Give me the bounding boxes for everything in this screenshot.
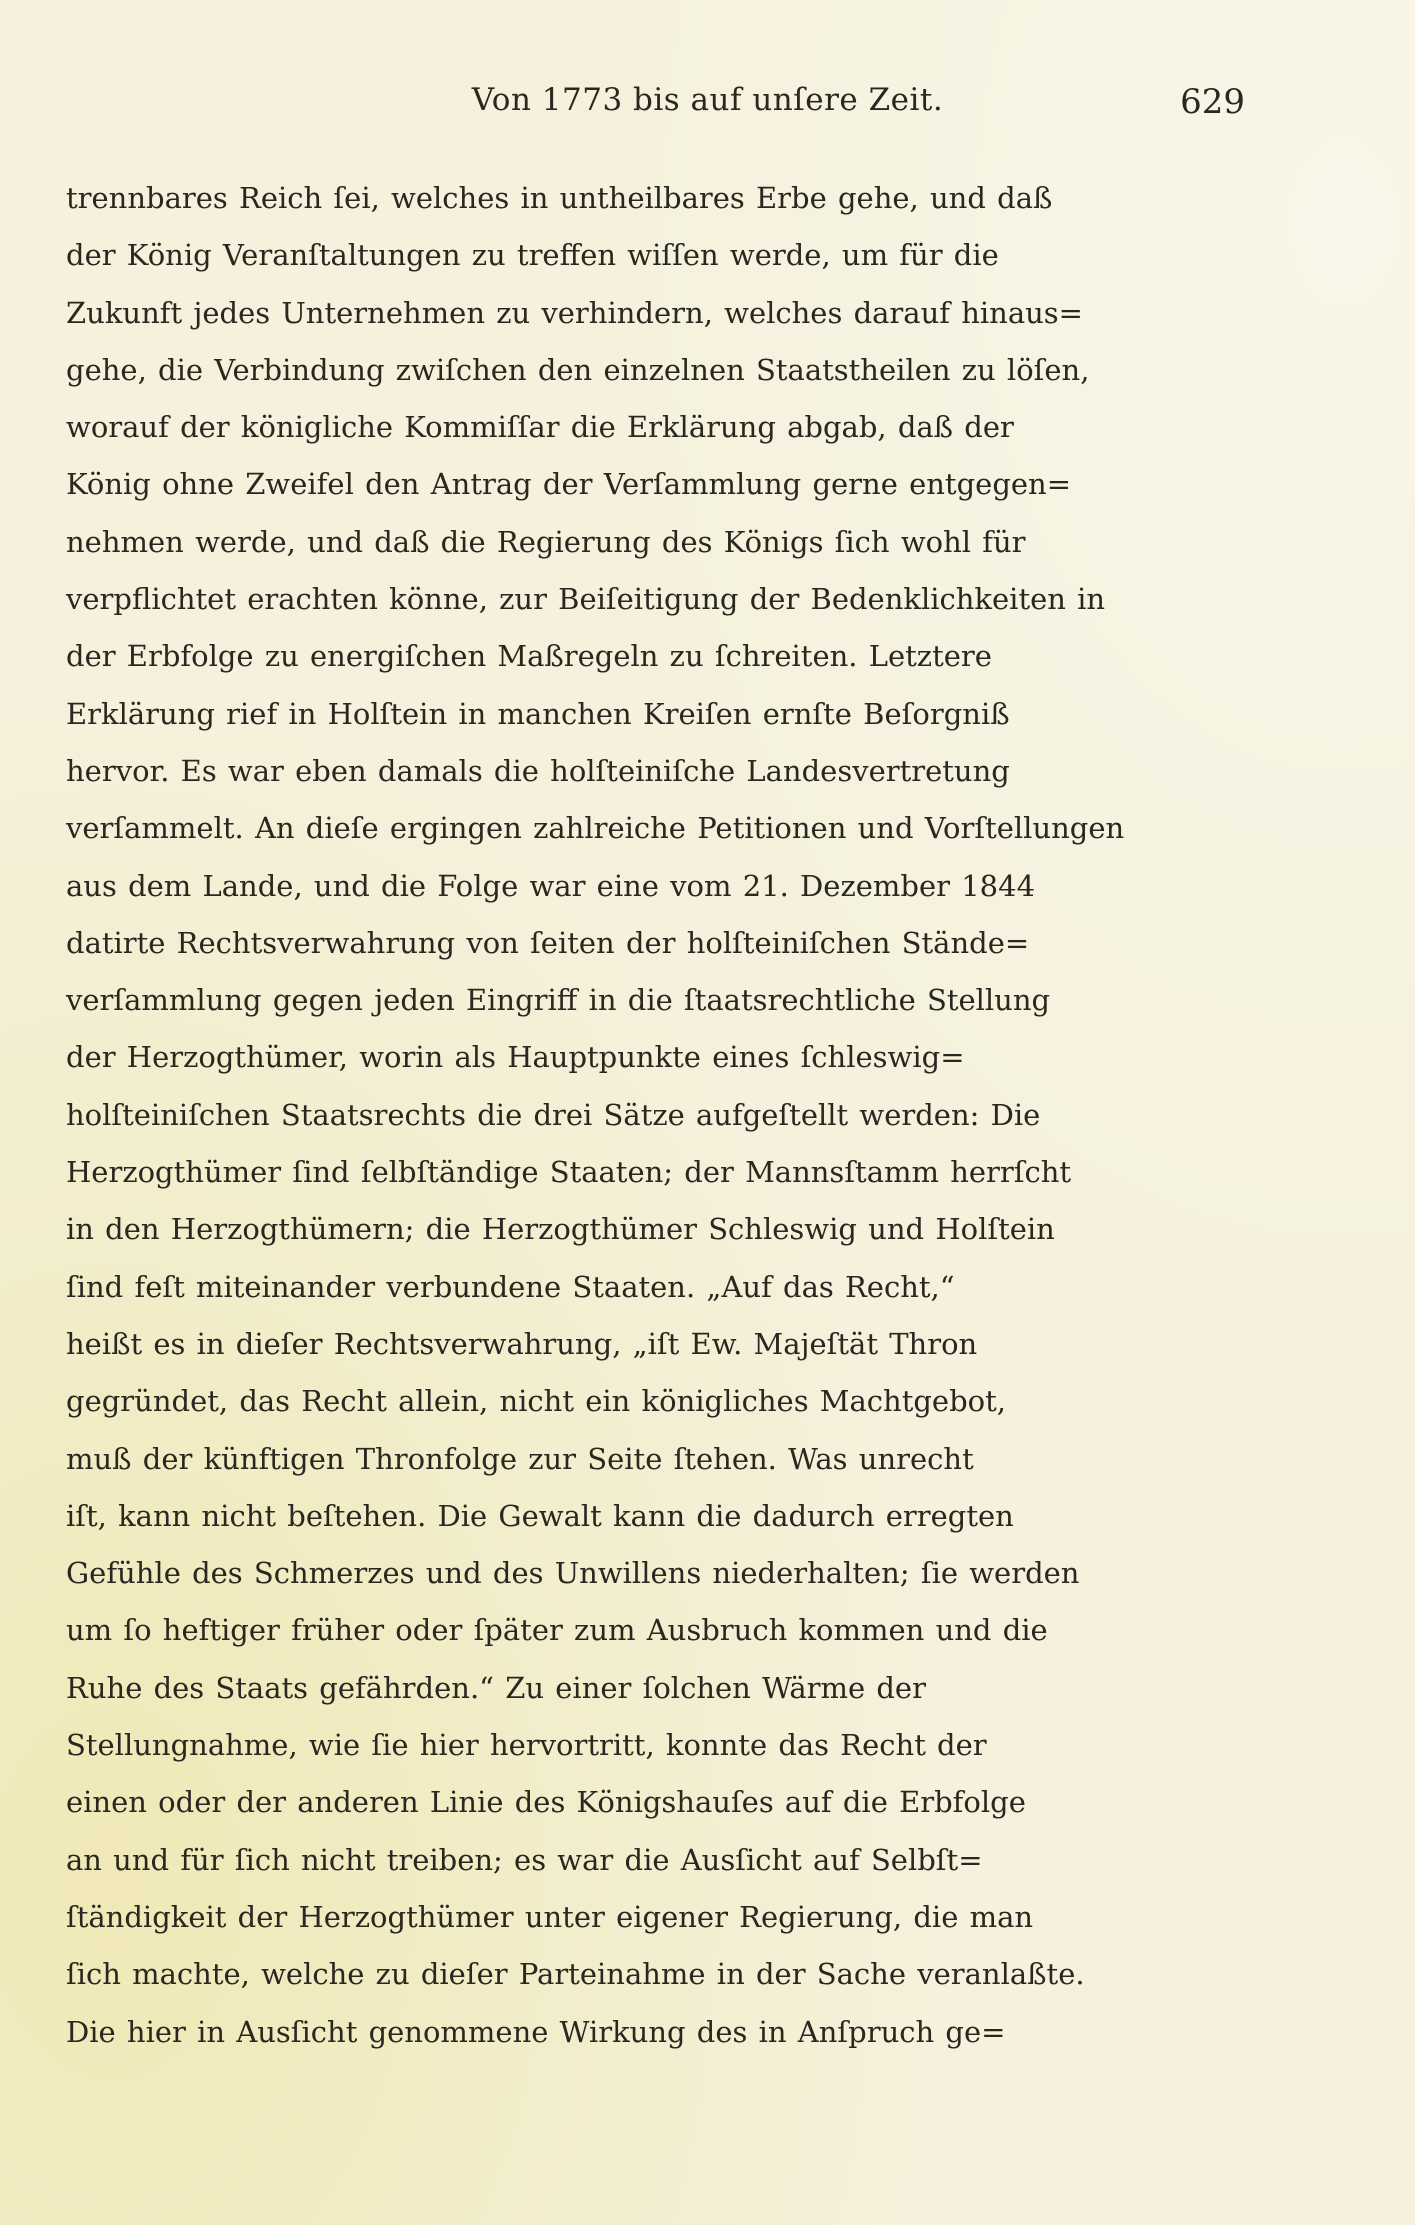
text-line: heißt es in dieſer Rechtsverwahrung, „iſt Ew. Majeſtät Thron xyxy=(66,1326,978,1361)
text-line: muß der künftigen Thronfolge zur Seite ſtehen. Was unrecht xyxy=(66,1441,974,1476)
text-line: Herzogthümer ſind ſelbſtändige Staaten; der Mannsſtamm herrſcht xyxy=(66,1155,1072,1190)
page-number: 629 xyxy=(1180,82,1245,122)
text-line: Die hier in Ausſicht genommene Wirkung des in Anſpruch ge= xyxy=(66,2014,1006,2049)
text-line: nehmen werde, und daß die Regierung des Königs ſich wohl für xyxy=(66,524,1026,559)
text-line: der König Veranſtaltungen zu treffen wiſſen werde, um für die xyxy=(66,238,999,273)
page-header xyxy=(0,82,1415,142)
text-line: aus dem Lande, und die Folge war eine vom 21. Dezember 1844 xyxy=(66,868,1036,903)
text-line: worauf der königliche Kommiſſar die Erklärung abgab, daß der xyxy=(66,410,1014,445)
text-line: gehe, die Verbindung zwiſchen den einzelnen Staatstheilen zu löſen, xyxy=(66,352,1090,387)
text-line: einen oder der anderen Linie des Königshauſes auf die Erbfolge xyxy=(66,1785,1026,1820)
text-line: König ohne Zweifel den Antrag der Verſammlung gerne entgegen= xyxy=(66,467,1072,502)
text-line: holſteiniſchen Staatsrechts die drei Sätze aufgeſtellt werden: Die xyxy=(66,1097,1041,1132)
text-line: ſind feſt miteinander verbundene Staaten. „Auf das Recht,“ xyxy=(66,1269,955,1304)
text-line: verſammlung gegen jeden Eingriff in die ſtaatsrechtliche Stellung xyxy=(66,983,1051,1018)
text-line: hervor. Es war eben damals die holſteiniſche Landesvertretung xyxy=(66,753,1010,788)
text-line: verſammelt. An dieſe ergingen zahlreiche Petitionen und Vorſtellungen xyxy=(66,811,1125,846)
text-line: Erklärung rief in Holſtein in manchen Kreiſen ernſte Beſorgniß xyxy=(66,696,1010,731)
text-line: Ruhe des Staats gefährden.“ Zu einer ſolchen Wärme der xyxy=(66,1670,926,1705)
text-line: ſtändigkeit der Herzogthümer unter eigener Regierung, die man xyxy=(66,1899,1034,1934)
text-line: um ſo heftiger früher oder ſpäter zum Ausbruch kommen und die xyxy=(66,1613,1048,1648)
text-line: ſich machte, welche zu dieſer Parteinahme in der Sache veranlaßte. xyxy=(66,1957,1085,1992)
text-line: Stellungnahme, wie ſie hier hervortritt, konnte das Recht der xyxy=(66,1728,987,1763)
text-line: datirte Rechtsverwahrung von ſeiten der holſteiniſchen Stände= xyxy=(66,925,1030,960)
body-text xyxy=(66,170,1251,2061)
text-line: der Herzogthümer, worin als Hauptpunkte eines ſchleswig= xyxy=(66,1040,965,1075)
running-title: Von 1773 bis auf unſere Zeit. xyxy=(471,82,944,118)
text-line: an und für ſich nicht treiben; es war die Ausſicht auf Selbſt= xyxy=(66,1842,983,1877)
text-line: der Erbfolge zu energiſchen Maßregeln zu ſchreiten. Letztere xyxy=(66,639,992,674)
text-line: in den Herzogthümern; die Herzogthümer Schleswig und Holſtein xyxy=(66,1212,1055,1247)
text-line: trennbares Reich ſei, welches in untheilbares Erbe gehe, und daß xyxy=(66,181,1053,215)
text-line: Gefühle des Schmerzes und des Unwillens niederhalten; ſie werden xyxy=(66,1556,1080,1591)
text-line: iſt, kann nicht beſtehen. Die Gewalt kann die dadurch erregten xyxy=(66,1498,1014,1533)
text-line: Zukunft jedes Unternehmen zu verhindern, welches darauf hinaus= xyxy=(66,295,1083,330)
text-line: gegründet, das Recht allein, nicht ein königliches Machtgebot, xyxy=(66,1384,1006,1419)
text-line: verpflichtet erachten könne, zur Beiſeitigung der Bedenklichkeiten in xyxy=(66,582,1106,617)
